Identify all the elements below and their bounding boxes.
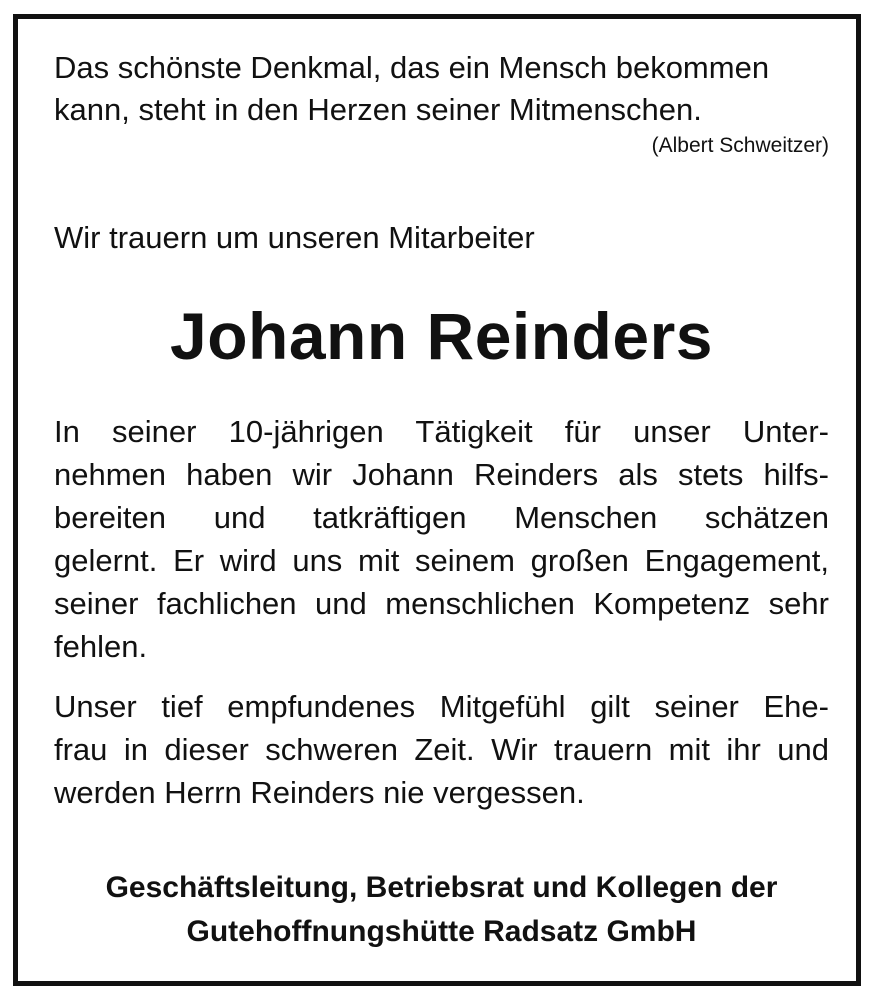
quote-line: Das schönste Denkmal, das ein Mensch bekommen	[54, 50, 770, 85]
paragraph-line: werden Herrn Reinders nie vergessen.	[54, 775, 585, 810]
signature-line: Gutehoffnungshütte Radsatz GmbH	[186, 915, 697, 948]
paragraph-condolence	[54, 685, 829, 814]
obituary-content	[54, 47, 829, 954]
paragraph-line: fehlen.	[54, 629, 148, 664]
paragraph-line: seiner fachlichen und menschlichen Kompetenz sehr	[54, 586, 829, 621]
obituary-frame	[13, 14, 861, 986]
deceased-name: Johann Reinders	[170, 299, 713, 373]
paragraph-line: gelernt. Er wird uns mit seinem großen Engagement,	[54, 543, 829, 578]
paragraph-line: frau in dieser schweren Zeit. Wir trauern mit ihr und	[54, 732, 829, 767]
signature-block	[54, 866, 829, 954]
paragraph-tribute	[54, 410, 829, 668]
paragraph-line: Unser tief empfundenes Mitgefühl gilt seiner Ehe-	[54, 689, 829, 724]
quote-line: kann, steht in den Herzen seiner Mitmenschen.	[54, 92, 702, 127]
signature-line: Geschäftsleitung, Betriebsrat und Kollegen der	[105, 871, 778, 904]
paragraph-line: In seiner 10-jährigen Tätigkeit für unser Unter-	[54, 414, 829, 449]
paragraph-line: nehmen haben wir Johann Reinders als stets hilfs-	[54, 457, 829, 492]
intro-text: Wir trauern um unseren Mitarbeiter	[54, 220, 535, 255]
quote-block	[54, 47, 829, 161]
paragraph-line: bereiten und tatkräftigen Menschen schätzen	[54, 500, 829, 535]
quote-author: (Albert Schweitzer)	[651, 134, 829, 157]
